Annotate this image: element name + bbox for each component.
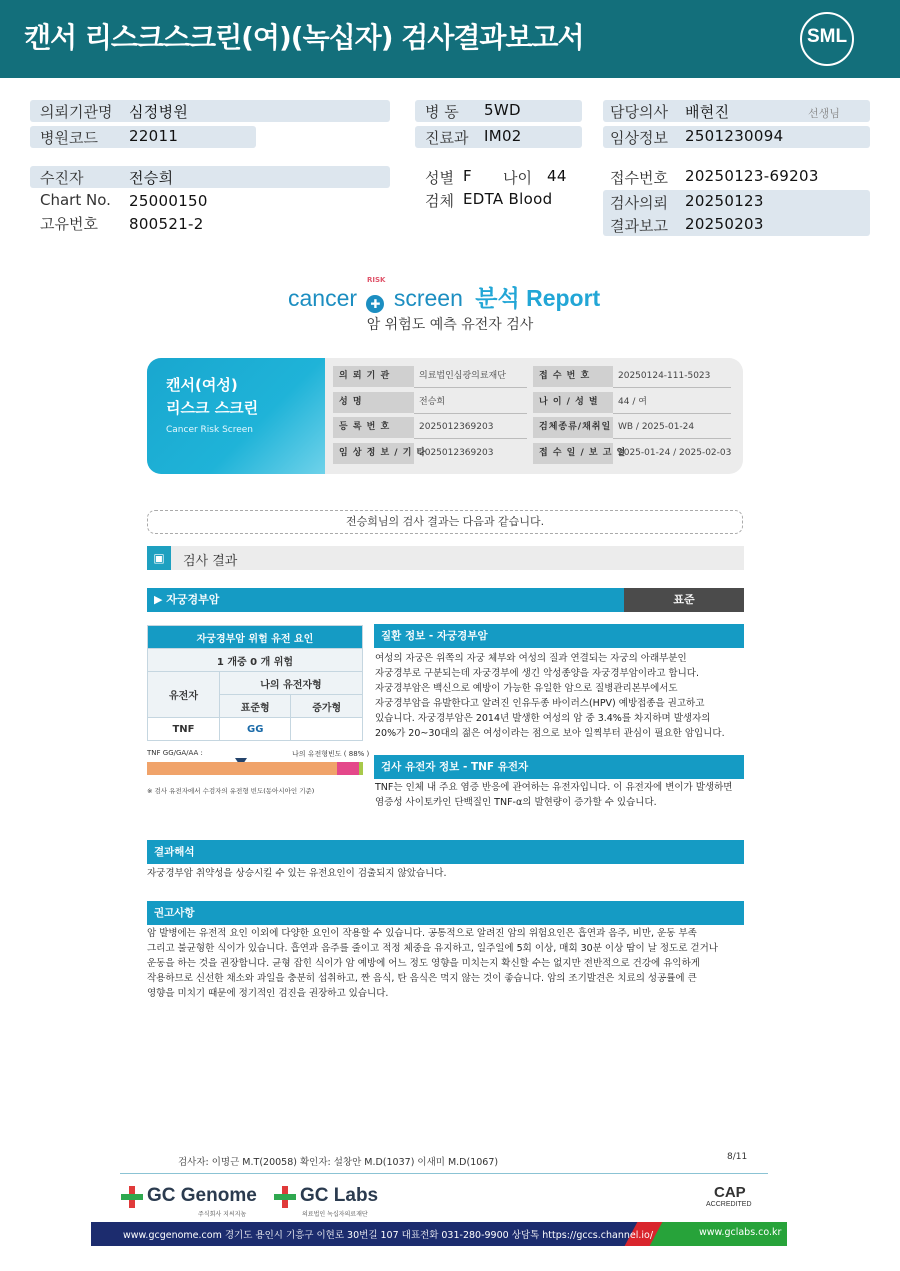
- card-label: 나 이 / 성 별: [533, 392, 613, 413]
- card-row-divider: [414, 438, 527, 439]
- footer-bar: [91, 1222, 787, 1246]
- divider: [120, 1173, 768, 1174]
- doctor-label: 담당의사: [610, 103, 668, 121]
- logo-cancer: cancer: [288, 285, 358, 311]
- card-row-divider: [613, 387, 731, 388]
- card-title-2: 리스크 스크린: [166, 399, 259, 417]
- patient-name-label: 수진자: [40, 169, 84, 187]
- specimen-label: 검체: [425, 192, 454, 210]
- risk-bar: [147, 762, 363, 775]
- gc-labs-icon: [274, 1186, 296, 1208]
- card-row-divider: [613, 413, 731, 414]
- sex-label: 성별: [425, 169, 454, 187]
- card-label: 접 수 일 / 보 고 일: [533, 443, 613, 464]
- patient-name-value: 전승희: [129, 169, 174, 187]
- greeting: 전승희님의 검사 결과는 다음과 같습니다.: [147, 510, 743, 534]
- inc-header: 증가형: [291, 695, 363, 718]
- card-label: 검체종류/채취일: [533, 417, 613, 438]
- unique-id-value: 800521-2: [129, 215, 204, 233]
- gc-genome-logo: GC Genome: [147, 1185, 257, 1206]
- disease-text-line: 여성의 자궁은 위쪽의 자궁 체부와 여성의 질과 연결되는 자궁의 아래부분인: [375, 653, 687, 664]
- gene-name: TNF: [148, 718, 220, 741]
- chart-no-value: 25000150: [129, 192, 208, 210]
- disease-text-line: 자궁경부암은 백신으로 예방이 가능한 유일한 암으로 질병관리본부에서도: [375, 683, 678, 694]
- logo-subtitle: 암 위험도 예측 유전자 검사: [366, 317, 534, 333]
- disease-info-text: [375, 651, 745, 741]
- ward-label: 병 동: [425, 103, 459, 121]
- gc-labs-sub: 의료법인 녹십자의료재단: [302, 1211, 368, 1218]
- advice-text: [147, 926, 747, 1001]
- advice-text-line: 운동을 하는 것을 권장합니다. 균형 잡힌 식이가 암 예방에 어느 정도 영향을 미치는지 확신할 수는 없지만 전반적으로 건강에 유익하게: [147, 958, 700, 969]
- dept-value: IM02: [484, 127, 522, 145]
- risk-bar-end: [359, 762, 363, 775]
- sml-logo: [800, 12, 854, 66]
- chart-no-label: Chart No.: [40, 191, 111, 209]
- risk-bar-right-label: 나의 유전형빈도 ( 88% ): [292, 750, 370, 758]
- hospital-code-label: 병원코드: [40, 129, 98, 147]
- cervical-cancer-bar: ▶ 자궁경부암: [147, 588, 624, 612]
- card-value: 의료법인심광의료재단: [419, 371, 506, 381]
- unique-id-label: 고유번호: [40, 215, 98, 233]
- card-row-divider: [414, 413, 527, 414]
- clinical-label: 임상정보: [610, 129, 668, 147]
- result-header: [147, 546, 744, 570]
- advice-text-line: 작용하므로 신선한 채소와 과일을 충분히 섭취하고, 짠 음식, 탄 음식은 먹지 않는 것이 좋습니다. 암의 조기발견은 치료의 성공률에 큰: [147, 973, 697, 984]
- interpretation-text: 자궁경부암 취약성을 상승시킬 수 있는 유전요인이 검출되지 않았습니다.: [147, 868, 447, 879]
- dept-label: 진료과: [425, 129, 469, 147]
- card-title-1: 캔서(여성): [166, 376, 238, 394]
- card-row-divider: [414, 387, 527, 388]
- gene-info-title: 검사 유전자 정보 - TNF 유전자: [374, 755, 744, 779]
- clinical-value: 2501230094: [685, 127, 784, 145]
- gene-inc-value: [291, 718, 363, 741]
- age-label: 나이: [503, 169, 532, 187]
- doctor-suffix: 선생님: [808, 107, 840, 120]
- ribbon-icon: ✚: [366, 295, 384, 313]
- logo-screen: screen: [393, 285, 463, 311]
- gene-risk-count: 1 개중 0 개 위험: [148, 649, 363, 672]
- request-date-label: 검사의뢰: [610, 194, 668, 212]
- doctor-value: 배현진: [685, 103, 730, 121]
- ward-value: 5WD: [484, 101, 521, 119]
- result-title: 검사 결과: [183, 554, 238, 569]
- gc-genome-icon: [121, 1186, 143, 1208]
- card-label: 등 록 번 호: [333, 417, 414, 438]
- signers: 검사자: 이명근 M.T(20058) 확인자: 설창안 M.D(1037) 이새미 M.D(1067): [178, 1157, 499, 1168]
- logo-risk: RISK: [367, 276, 386, 284]
- card-label: 의 뢰 기 관: [333, 366, 414, 387]
- std-header: 표준형: [220, 695, 291, 718]
- disease-text-line: 20%가 20~30대의 젊은 여성이라는 점으로 보아 일찍부터 관심이 필요한 암입니다.: [375, 728, 725, 739]
- card-value: 2025012369203: [419, 448, 494, 458]
- advice-text-line: 영향을 미치기 때문에 정기적인 검진을 권장하고 있습니다.: [147, 988, 389, 999]
- card-value: 전승희: [419, 397, 446, 407]
- interpretation-title: 결과해석: [147, 840, 744, 864]
- card-row-divider: [613, 438, 731, 439]
- gene-std-value: GG: [220, 718, 291, 741]
- card-value: 2025012369203: [419, 422, 494, 432]
- gene-table-title: 자궁경부암 위험 유전 요인: [148, 626, 363, 649]
- info-card: [147, 358, 743, 474]
- specimen-value: EDTA Blood: [463, 190, 553, 208]
- requester-value: 심정병원: [129, 103, 189, 121]
- gene-table: [147, 625, 363, 741]
- footer-contact: www.gcgenome.com 경기도 용인시 기흥구 이현로 30번길 107 대표전화 031-280-9900 상담톡 https://gccs.channel.io/: [123, 1230, 654, 1241]
- disease-text-line: 자궁경부암을 유발한다고 알려진 인유두종 바이러스(HPV) 예방접종을 권고하고: [375, 698, 705, 709]
- mytype-header: 나의 유전자형: [220, 672, 363, 695]
- risk-bar-high: [337, 762, 359, 775]
- status-badge: 표준: [624, 588, 744, 612]
- report-date-label: 결과보고: [610, 217, 668, 235]
- card-title-panel: [147, 358, 325, 474]
- report-title: 캔서 리스크스크린(여)(녹십자) 검사결과보고서: [24, 21, 584, 54]
- card-value: 2025-01-24 / 2025-02-03: [618, 448, 732, 458]
- result-icon: ▣: [147, 546, 171, 570]
- report-header: [0, 0, 900, 78]
- requester-label: 의뢰기관명: [40, 103, 113, 121]
- report-date-value: 20250203: [685, 215, 764, 233]
- card-label: 접 수 번 호: [533, 366, 613, 387]
- risk-bar-note: ※ 검사 유전자에서 수검자의 유전형 빈도(동아시아인 기준): [147, 787, 315, 795]
- hospital-code-value: 22011: [129, 127, 179, 145]
- footer-url: www.gclabs.co.kr: [699, 1227, 782, 1238]
- cancer-screen-logo: [288, 280, 600, 313]
- card-value: WB / 2025-01-24: [618, 422, 695, 432]
- logo-report: 분석 Report: [475, 285, 601, 311]
- cap-logo: [700, 1184, 752, 1208]
- card-label: 임 상 정 보 / 기 타: [333, 443, 414, 464]
- cap-sub: ACCREDITED: [706, 1201, 752, 1208]
- advice-text-line: 암 발병에는 유전적 요인 이외에 다양한 요인이 작용할 수 있습니다. 공통적으로 알려진 암의 위험요인은 흡연과 음주, 비만, 운동 부족: [147, 928, 697, 939]
- advice-title: 권고사항: [147, 901, 744, 925]
- gene-header: 유전자: [148, 672, 220, 718]
- gene-text-line: 염증성 사이토카인 단백질인 TNF-α의 발현량이 증가할 수 있습니다.: [375, 797, 657, 808]
- disease-text-line: 있습니다. 자궁경부암은 2014년 발생한 여성의 암 중 3.4%를 차지하며 발생자의: [375, 713, 711, 724]
- cap-text: CAP: [714, 1184, 746, 1201]
- receipt-value: 20250123-69203: [685, 167, 819, 185]
- gc-labs-logo: GC Labs: [300, 1185, 379, 1206]
- info-bar: [30, 166, 390, 188]
- gene-info-text: [375, 780, 755, 810]
- gc-genome-sub: 주식회사 지씨지놈: [198, 1211, 247, 1218]
- age-value: 44: [547, 167, 567, 185]
- disease-info-title: 질환 정보 - 자궁경부암: [374, 624, 744, 648]
- card-label: 성 명: [333, 392, 414, 413]
- card-value: 20250124-111-5023: [618, 371, 711, 381]
- gene-text-line: TNF는 인체 내 주요 염증 반응에 관여하는 유전자입니다. 이 유전자에 변이가 발생하면: [375, 782, 733, 793]
- card-title-en: Cancer Risk Screen: [166, 425, 254, 435]
- disease-text-line: 자궁경부로 구분되는데 자궁경부에 생긴 악성종양을 자궁경부암이라고 합니다.: [375, 668, 699, 679]
- sml-logo-text: SML: [806, 26, 848, 47]
- risk-bar-left-label: TNF GG/GA/AA :: [147, 749, 203, 757]
- card-value: 44 / 여: [618, 397, 647, 407]
- request-date-value: 20250123: [685, 192, 764, 210]
- advice-text-line: 그리고 불균형한 식이가 있습니다. 흡연과 음주를 줄이고 적정 체중을 유지하고, 일주일에 5회 이상, 매회 30분 이상 땀이 날 정도로 걷거나: [147, 943, 718, 954]
- page-number: 8/11: [727, 1152, 748, 1162]
- sex-value: F: [463, 167, 472, 185]
- receipt-label: 접수번호: [610, 169, 668, 187]
